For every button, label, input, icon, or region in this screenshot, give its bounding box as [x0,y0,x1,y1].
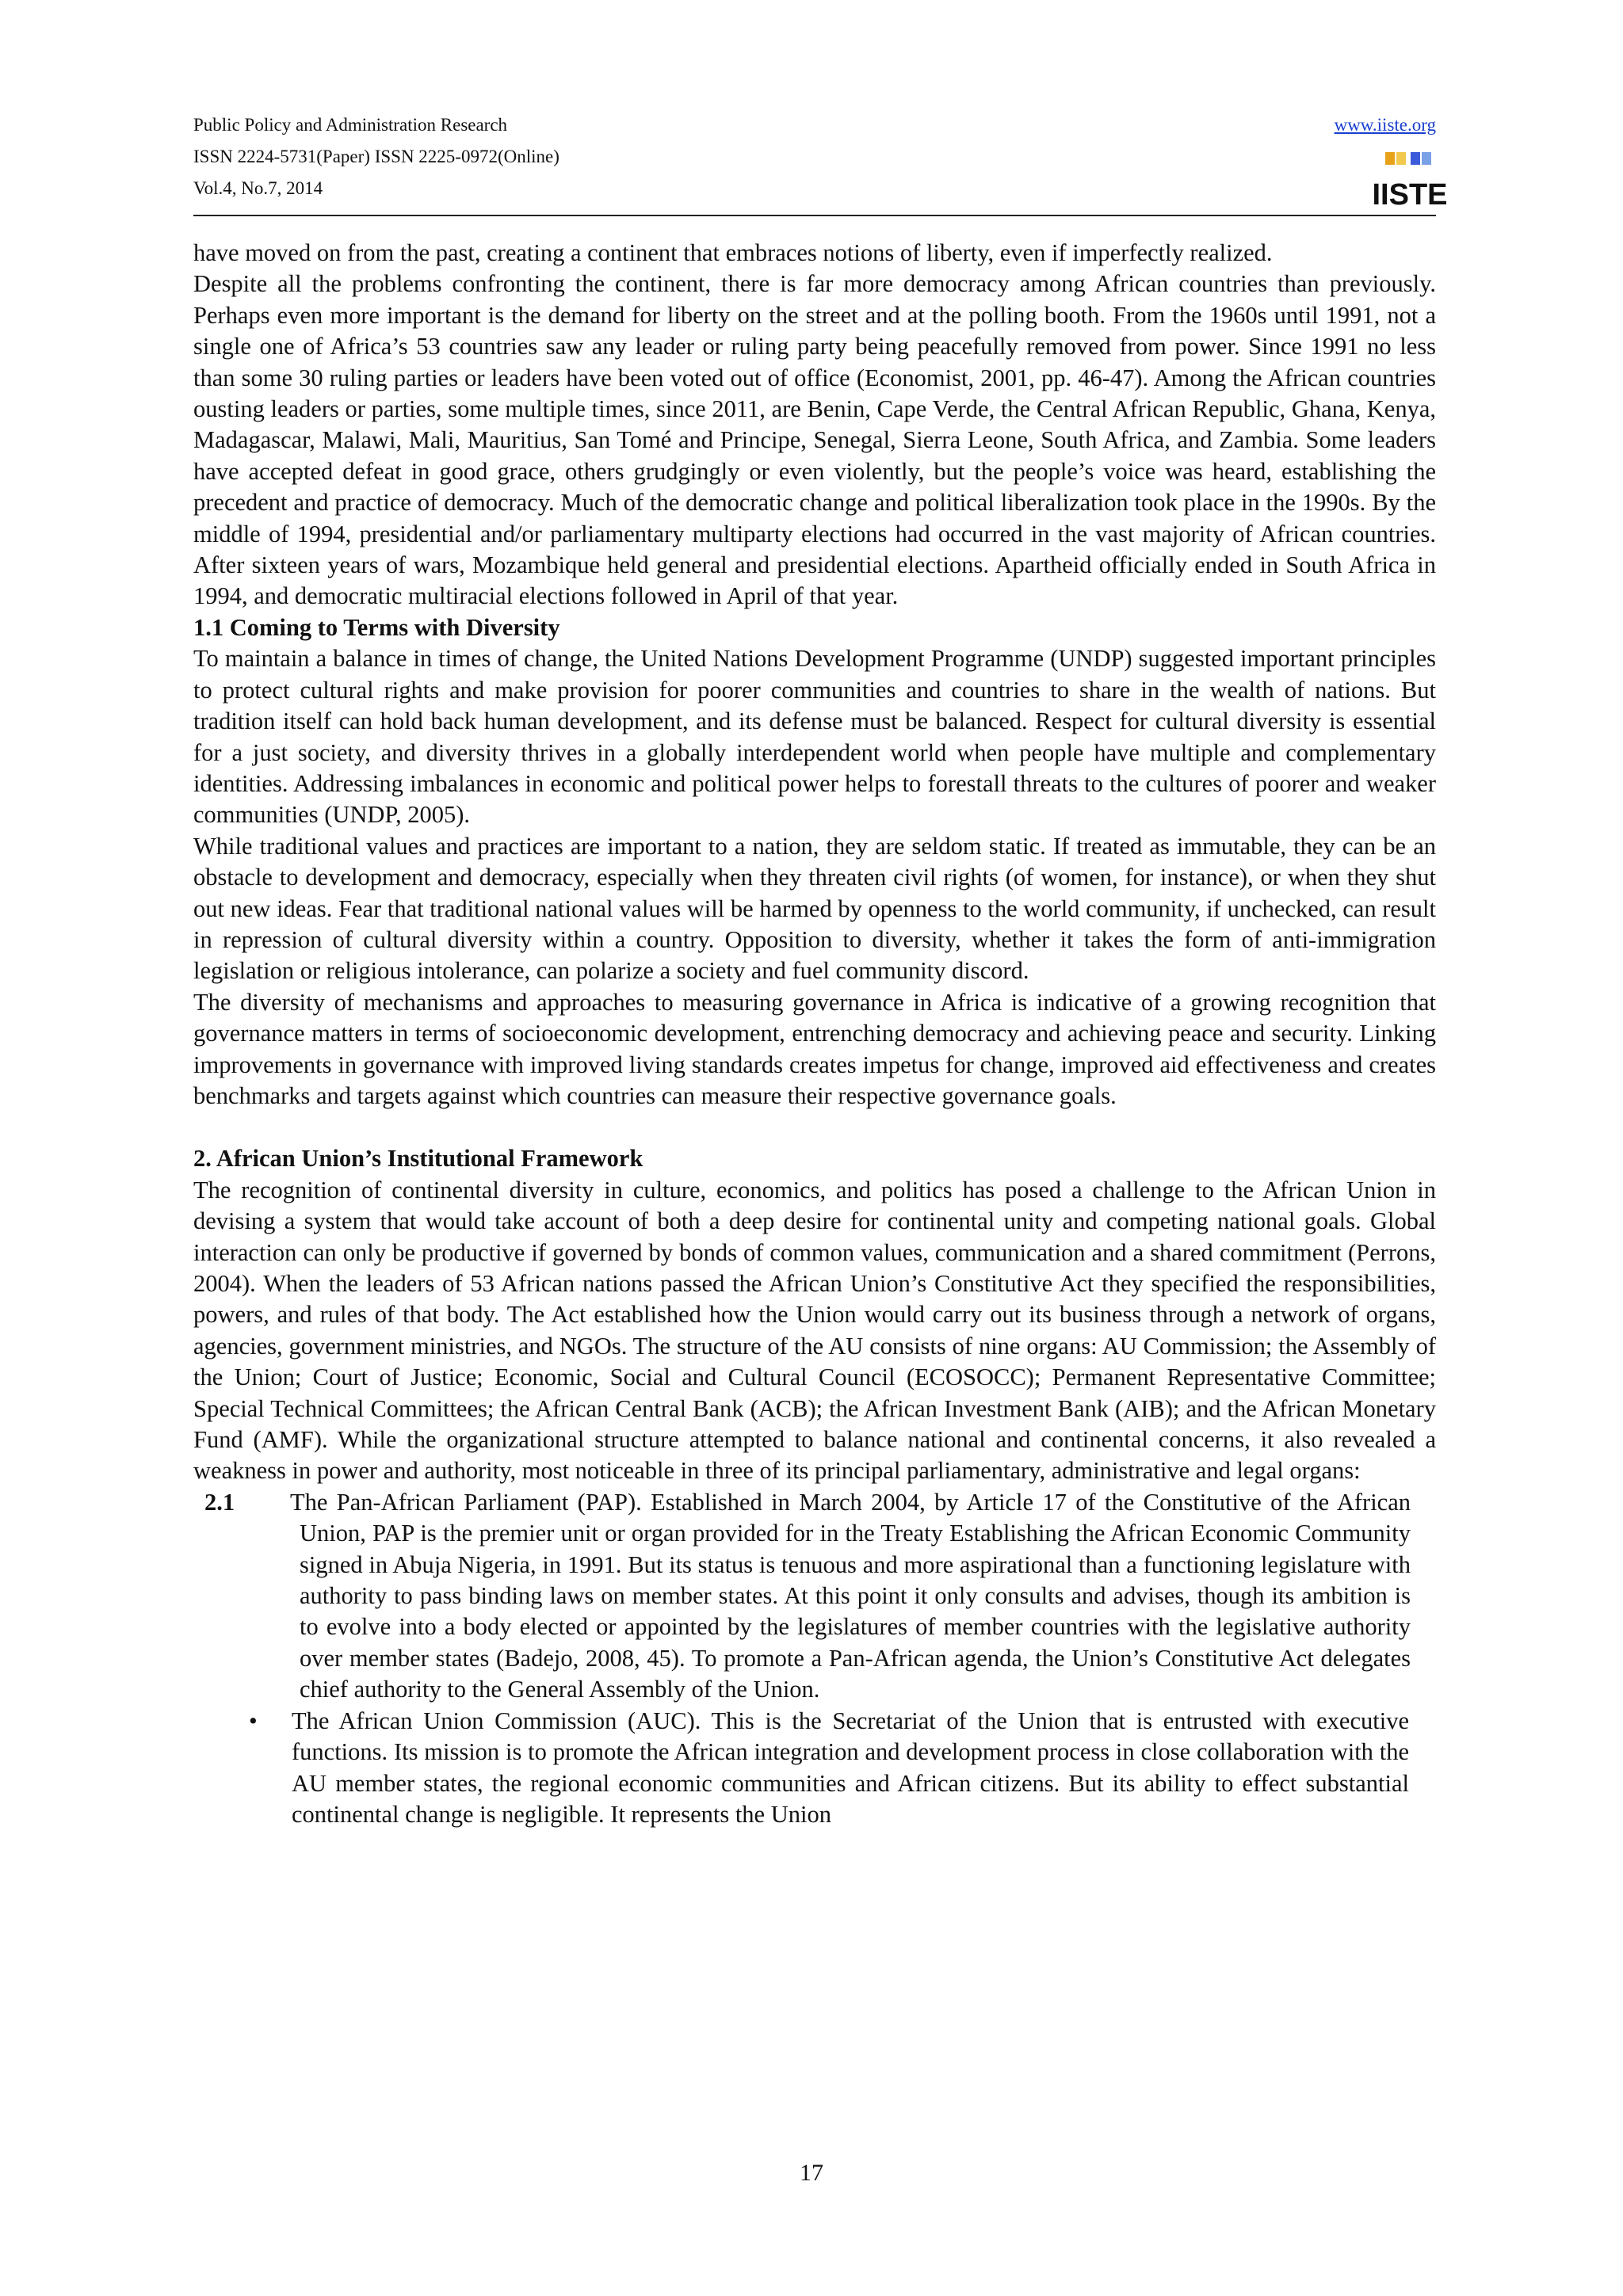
journal-title: Public Policy and Administration Research [193,115,508,135]
journal-volume: Vol.4, No.7, 2014 [193,178,323,198]
bullet-icon: • [249,1707,258,1734]
paragraph: The diversity of mechanisms and approaches to measuring governance in Africa is indicative of a growing recognition that governance matters in terms of socioeconomic development, entrenching democracy and achieving peace and security. Linking improvements in governance with improved living standards creates impetus for change, improved aid effectiveness and creates benchmarks and targets against which countries can measure their respective governance goals. [193,988,1436,1109]
journal-info [193,109,559,204]
paragraph: Despite all the problems confronting the continent, there is far more democracy among African countries than previously. Perhaps even more important is the demand for liberty on the street and at the polling booth. From the 1960s until 1991, not a single one of Africa’s 53 countries saw any leader or ruling party being peacefully removed from power. Since 1991 no less than some 30 ruling parties or leaders have been voted out of office (Economist, 2001, pp. 46-47). Among the African countries ousting leaders or parties, some multiple times, since 2011, are Benin, Cape Verde, the Central African Republic, Ghana, Kenya, Madagascar, Malawi, Mali, Mauritius, San Tomé and Principe, Senegal, Sierra Leone, South Africa, and Zambia. Some leaders have accepted defeat in good grace, others grudgingly or even violently, but the people’s voice was heard, establishing the precedent and practice of democracy. Much of the democratic change and political liberalization took place in the 1990s. By the middle of 1994, presidential and/or parliamentary multiparty elections had occurred in the vast majority of African countries. After sixteen years of wars, Mozambique held general and presidential elections. Apartheid officially ended in South Africa in 1994, and democratic multiracial elections followed in April of that year. [193,270,1436,610]
article-body [193,238,1436,1830]
journal-url-link[interactable]: www.iiste.org [1334,115,1436,135]
section-heading: 1.1 Coming to Terms with Diversity [193,613,560,641]
paragraph: have moved on from the past, creating a continent that embraces notions of liberty, even if imperfectly realized. [193,239,1273,266]
page-number: 17 [800,2160,823,2186]
spacer [193,1112,1436,1143]
list-item-text: The Pan-African Parliament (PAP). Established in March 2004, by Article 17 of the Constitutive of the African Union, PAP is the premier unit or organ provided for in the Treaty Establishing the African Economic Community signed in Abuja Nigeria, in 1991. But its status is tenuous and more aspirational than a functioning legislature with authority to pass binding laws on member states. At this point it only consults and advises, though its ambition is to evolve into a body elected or appointed by the legislatures of member countries with the legislative authority over member states (Badejo, 2008, 45). To promote a Pan-African agenda, the Union’s Constitutive Act delegates chief authority to the General Assembly of the Union. [290,1488,1411,1703]
paragraph: While traditional values and practices are important to a nation, they are seldom static. If treated as immutable, they can be an obstacle to development and democracy, especially when they threaten civil rights (of women, for instance), or when they shut out new ideas. Fear that traditional national values will be harmed by openness to the world community, if unchecked, can result in repression of cultural diversity within a country. Opposition to diversity, whether it takes the form of anti-immigration legislation or religious intolerance, can polarize a society and fuel community discord. [193,832,1436,985]
list-marker: 2.1 [204,1488,235,1516]
list-item [193,1487,1436,1706]
journal-issn: ISSN 2224-5731(Paper) ISSN 2225-0972(Online) [193,147,559,166]
paragraph: The recognition of continental diversity in culture, economics, and politics has posed a challenge to the African Union in devising a system that would take account of both a deep desire for continental unity and competing national goals. Global interaction can only be productive if governed by bonds of common values, communication and a shared commitment (Perrons, 2004). When the leaders of 53 African nations passed the African Union’s Constitutive Act they specified the responsibilities, powers, and rules of that body. The Act established how the Union would carry out its business through a network of organs, agencies, government ministries, and NGOs. The structure of the AU consists of nine organs: AU Commission; the Assembly of the Union; Court of Justice; Economic, Social and Cultural Council (ECOSOCC); Permanent Representative Committee; Special Technical Committees; the African Central Bank (ACB); the African Investment Bank (AIB); and the African Monetary Fund (AMF). While the organizational structure attempted to balance national and continental concerns, it also revealed a weakness in power and authority, most noticeable in three of its principal parliamentary, administrative and legal organs: [193,1176,1436,1485]
list-item [193,1706,1436,1831]
section-heading: 2. African Union’s Institutional Framework [193,1145,643,1173]
header-divider [193,215,1436,216]
logo-text: IISTE [1372,178,1448,212]
running-header [193,109,1448,219]
list-item-text: The African Union Commission (AUC). This is the Secretariat of the Union that is entrusted with executive functions. Its mission is to promote the African integration and development process in close collaboration with the AU member states, the regional economic communities and African citizens. But its ability to effect substantial continental change is negligible. It represents the Union [292,1707,1409,1828]
iiste-logo-icon [1372,149,1448,212]
paragraph: To maintain a balance in times of change, the United Nations Development Programme (UNDP) suggested important principles to protect cultural rights and make provision for poorer communities and countries to share in the wealth of nations. But tradition itself can hold back human development, and its defense must be balanced. Respect for cultural diversity is essential for a just society, and diversity thrives in a globally interdependent world when people have multiple and complementary identities. Addressing imbalances in economic and political power helps to forestall threats to the cultures of poorer and weaker communities (UNDP, 2005). [193,645,1436,829]
